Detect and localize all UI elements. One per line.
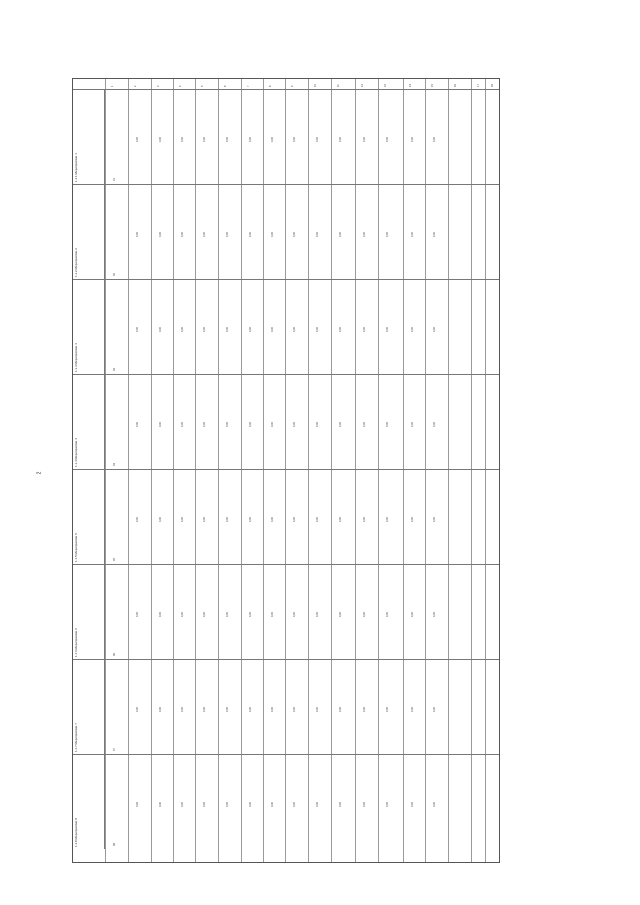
row-title: 1.1.5 Мероприятие 5 [74, 533, 78, 562]
table-cell: 0,00 [433, 706, 436, 712]
table-cell: 0,00 [181, 136, 184, 142]
table-cell: 0,00 [249, 136, 252, 142]
table-cell: 0,00 [339, 516, 342, 522]
table-cell: 0,00 [363, 326, 366, 332]
table-cell: 0,00 [316, 516, 319, 522]
row-code: 04 [113, 463, 116, 466]
table-row [73, 89, 499, 184]
table-cell: 0,00 [411, 516, 414, 522]
row-title: 1.1.1 Мероприятие 1 [74, 153, 78, 182]
table-cell: 0,00 [249, 611, 252, 617]
table-cell: 0,00 [293, 801, 296, 807]
column-number: 11 [337, 84, 340, 87]
table-cell: 0,00 [181, 706, 184, 712]
table-cell: 0,00 [339, 136, 342, 142]
table-cell: 0,00 [293, 231, 296, 237]
table-cell: 0,00 [181, 231, 184, 237]
table-cell: 0,00 [363, 516, 366, 522]
table-cell: 0,00 [159, 516, 162, 522]
column-number: 16 [454, 84, 457, 87]
table-cell: 0,00 [203, 801, 206, 807]
row-code: 07 [113, 748, 116, 751]
table-cell: 0,00 [159, 136, 162, 142]
table-cell: 0,00 [136, 611, 139, 617]
table-cell: 0,00 [136, 231, 139, 237]
table-cell: 0,00 [339, 326, 342, 332]
table-cell: 0,00 [433, 326, 436, 332]
table-cell: 0,00 [226, 326, 229, 332]
table-cell: 0,00 [226, 801, 229, 807]
table-cell: 0,00 [271, 801, 274, 807]
table-cell: 0,00 [136, 706, 139, 712]
table-cell: 0,00 [316, 611, 319, 617]
row-title: 1.1.2 Мероприятие 2 [74, 248, 78, 277]
table-cell: 0,00 [203, 231, 206, 237]
table-cell: 0,00 [363, 801, 366, 807]
table-cell: 0,00 [411, 231, 414, 237]
table-cell: 0,00 [386, 421, 389, 427]
table-cell: 0,00 [136, 326, 139, 332]
table-cell: 0,00 [203, 421, 206, 427]
table-cell: 0,00 [203, 706, 206, 712]
table-cell: 0,00 [411, 326, 414, 332]
table-cell: 0,00 [226, 421, 229, 427]
table-cell: 0,00 [136, 136, 139, 142]
table-cell: 0,00 [363, 611, 366, 617]
table-cell: 0,00 [316, 326, 319, 332]
table-cell: 0,00 [411, 706, 414, 712]
row-title: 1.1.3 Мероприятие 3 [74, 343, 78, 372]
table-cell: 0,00 [271, 516, 274, 522]
row-code: 06 [113, 653, 116, 656]
table-cell: 0,00 [181, 421, 184, 427]
table-cell: 0,00 [271, 611, 274, 617]
table-cell: 0,00 [203, 611, 206, 617]
column-number: 9 [291, 85, 294, 87]
table-row [73, 659, 499, 754]
table-cell: 0,00 [433, 136, 436, 142]
rotated-table [72, 78, 500, 863]
column-number: 4 [179, 85, 182, 87]
table-cell: 0,00 [386, 611, 389, 617]
table-cell: 0,00 [339, 706, 342, 712]
table-cell: 0,00 [339, 421, 342, 427]
row-code: 05 [113, 558, 116, 561]
row-title: 1.1.7 Мероприятие 7 [74, 723, 78, 752]
table-cell: 0,00 [226, 136, 229, 142]
table-cell: 0,00 [226, 706, 229, 712]
table-cell: 0,00 [249, 516, 252, 522]
table-cell: 0,00 [433, 611, 436, 617]
table-cell: 0,00 [316, 136, 319, 142]
table-cell: 0,00 [293, 611, 296, 617]
table-cell: 0,00 [159, 706, 162, 712]
table-cell: 0,00 [226, 516, 229, 522]
column-number: 12 [361, 84, 364, 87]
table-cell: 0,00 [363, 706, 366, 712]
table-cell: 0,00 [271, 326, 274, 332]
table-cell: 0,00 [363, 231, 366, 237]
page-number: 2 [36, 471, 43, 475]
column-number: 10 [314, 84, 317, 87]
column-number: 2 [134, 85, 137, 87]
table-cell: 0,00 [181, 801, 184, 807]
table-cell: 0,00 [293, 706, 296, 712]
table-cell: 0,00 [339, 231, 342, 237]
table-cell: 0,00 [159, 326, 162, 332]
column-number: 17 [477, 84, 480, 87]
row-code: 01 [113, 178, 116, 181]
column-number: 6 [224, 85, 227, 87]
table-cell: 0,00 [159, 611, 162, 617]
table-cell: 0,00 [181, 326, 184, 332]
column-number: 5 [201, 85, 204, 87]
table-cell: 0,00 [181, 611, 184, 617]
column-number: 14 [409, 84, 412, 87]
row-title: 1.1.8 Мероприятие 8 [74, 818, 78, 847]
table-cell: 0,00 [293, 516, 296, 522]
table-cell: 0,00 [363, 136, 366, 142]
table-cell: 0,00 [136, 516, 139, 522]
table-cell: 0,00 [363, 421, 366, 427]
table-row [73, 184, 499, 279]
table-row [73, 279, 499, 374]
table-cell: 0,00 [203, 136, 206, 142]
table-cell: 0,00 [386, 516, 389, 522]
table-cell: 0,00 [386, 706, 389, 712]
column-number-header [73, 79, 499, 89]
row-code: 03 [113, 368, 116, 371]
table-cell: 0,00 [316, 421, 319, 427]
table-cell: 0,00 [136, 421, 139, 427]
table-cell: 0,00 [271, 706, 274, 712]
table-row [73, 469, 499, 564]
table-cell: 0,00 [316, 801, 319, 807]
table-cell: 0,00 [433, 421, 436, 427]
table-cell: 0,00 [271, 136, 274, 142]
table-cell: 0,00 [249, 421, 252, 427]
table-cell: 0,00 [226, 611, 229, 617]
table-cell: 0,00 [411, 801, 414, 807]
table-cell: 0,00 [203, 516, 206, 522]
table-cell: 0,00 [339, 611, 342, 617]
table-cell: 0,00 [411, 136, 414, 142]
table-cell: 0,00 [249, 231, 252, 237]
table-cell: 0,00 [433, 801, 436, 807]
table-cell: 0,00 [249, 801, 252, 807]
table-cell: 0,00 [411, 421, 414, 427]
table-cell: 0,00 [293, 421, 296, 427]
table-row [73, 374, 499, 469]
row-code: 08 [113, 843, 116, 846]
table-cell: 0,00 [181, 516, 184, 522]
column-number: 18 [491, 84, 494, 87]
table-cell: 0,00 [226, 231, 229, 237]
table-cell: 0,00 [293, 136, 296, 142]
table-cell: 0,00 [433, 231, 436, 237]
table-cell: 0,00 [386, 136, 389, 142]
table-cell: 0,00 [411, 611, 414, 617]
column-number: 13 [384, 84, 387, 87]
table-cell: 0,00 [316, 706, 319, 712]
table-cell: 0,00 [271, 231, 274, 237]
table-row [73, 564, 499, 659]
row-code: 02 [113, 273, 116, 276]
table-cell: 0,00 [386, 801, 389, 807]
table-row [73, 754, 499, 849]
table-cell: 0,00 [159, 801, 162, 807]
table-cell: 0,00 [386, 231, 389, 237]
table-cell: 0,00 [386, 326, 389, 332]
table-cell: 0,00 [316, 231, 319, 237]
row-title: 1.1.4 Мероприятие 4 [74, 438, 78, 467]
row-title: 1.1.6 Мероприятие 6 [74, 628, 78, 657]
table-cell: 0,00 [159, 231, 162, 237]
table-cell: 0,00 [159, 421, 162, 427]
table-cell: 0,00 [249, 706, 252, 712]
table-cell: 0,00 [249, 326, 252, 332]
column-number: 1 [111, 85, 114, 87]
column-number: 7 [247, 85, 250, 87]
column-number: 8 [269, 85, 272, 87]
table-cell: 0,00 [339, 801, 342, 807]
table-cell: 0,00 [271, 421, 274, 427]
table-cell: 0,00 [293, 326, 296, 332]
table-cell: 0,00 [136, 801, 139, 807]
column-number: 3 [157, 85, 160, 87]
table-cell: 0,00 [433, 516, 436, 522]
column-number: 15 [431, 84, 434, 87]
table-cell: 0,00 [203, 326, 206, 332]
